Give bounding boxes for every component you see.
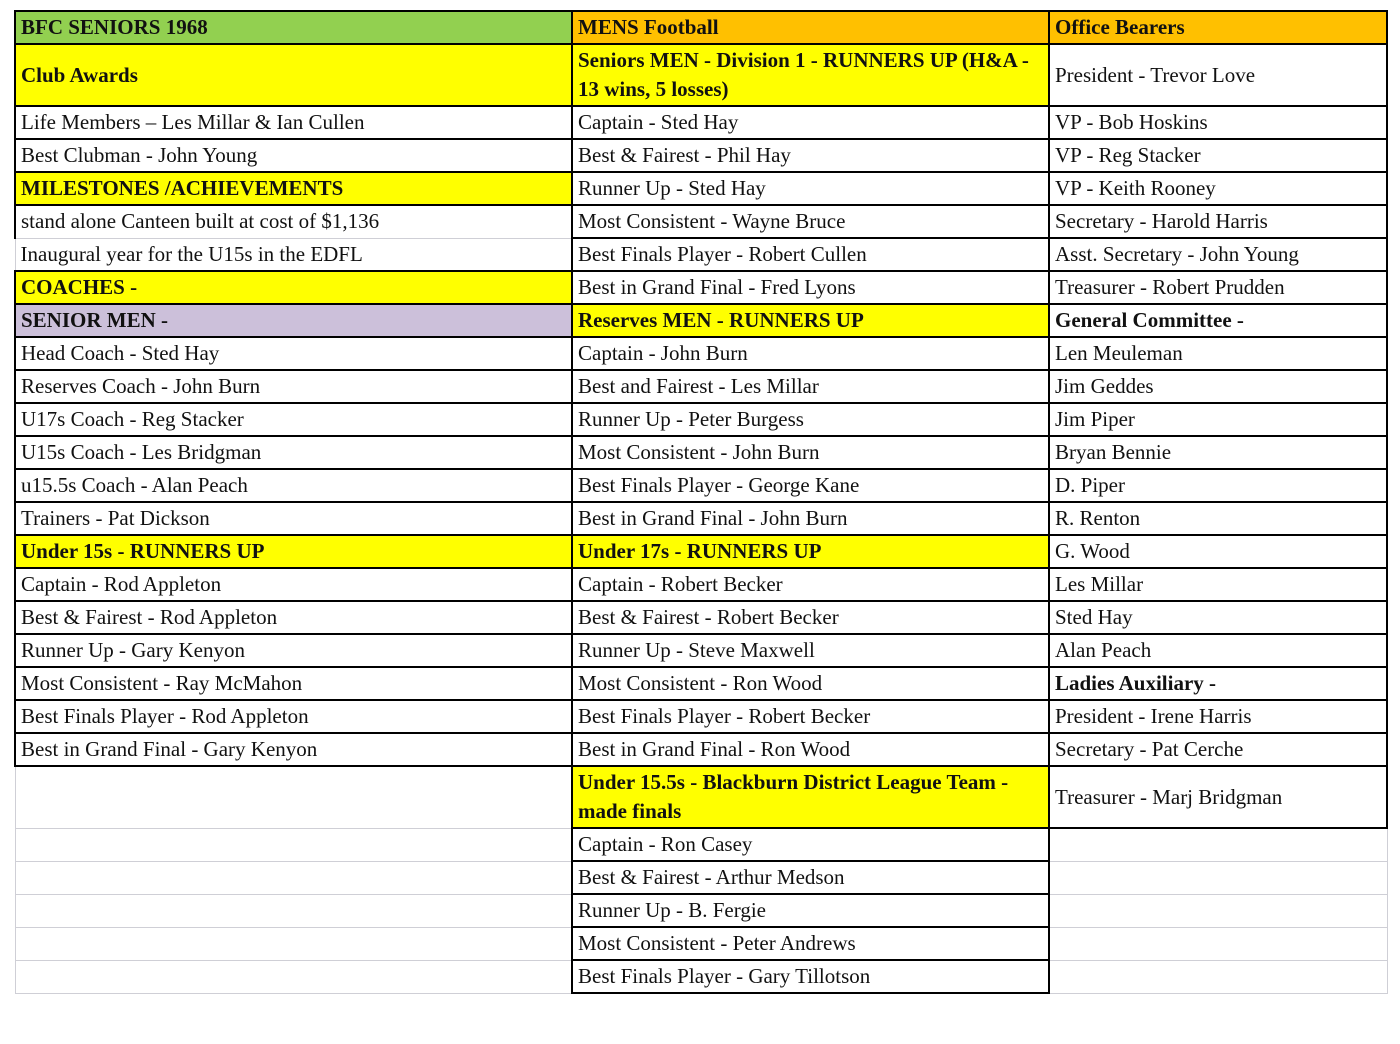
- cell-under-15-5s[interactable]: Under 15.5s - Blackburn District League Team - made finals: [572, 766, 1049, 828]
- cell[interactable]: Runner Up - B. Fergie: [572, 894, 1049, 927]
- cell[interactable]: Best & Fairest - Rod Appleton: [15, 601, 572, 634]
- table-row: [15, 601, 1387, 634]
- cell-general-committee[interactable]: General Committee -: [1049, 304, 1387, 337]
- empty-cell[interactable]: [15, 861, 572, 894]
- table-row: [15, 370, 1387, 403]
- cell[interactable]: Best & Fairest - Robert Becker: [572, 601, 1049, 634]
- table-row: [15, 667, 1387, 700]
- cell-reserves-men[interactable]: Reserves MEN - RUNNERS UP: [572, 304, 1049, 337]
- cell-president[interactable]: President - Trevor Love: [1049, 44, 1387, 106]
- empty-cell[interactable]: [15, 766, 572, 828]
- cell[interactable]: Jim Geddes: [1049, 370, 1387, 403]
- cell[interactable]: Len Meuleman: [1049, 337, 1387, 370]
- header-office-bearers[interactable]: Office Bearers: [1049, 11, 1387, 44]
- cell[interactable]: Best Finals Player - Gary Tillotson: [572, 960, 1049, 993]
- empty-cell[interactable]: [1049, 894, 1387, 927]
- table-row: [15, 634, 1387, 667]
- cell-under-15s[interactable]: Under 15s - RUNNERS UP: [15, 535, 572, 568]
- empty-cell[interactable]: [1049, 861, 1387, 894]
- awards-spreadsheet: [14, 10, 1388, 994]
- table-row: [15, 172, 1387, 205]
- empty-cell[interactable]: [15, 960, 572, 993]
- cell[interactable]: Captain - Rod Appleton: [15, 568, 572, 601]
- cell[interactable]: Best Finals Player - George Kane: [572, 469, 1049, 502]
- table-row: [15, 44, 1387, 106]
- cell[interactable]: VP - Keith Rooney: [1049, 172, 1387, 205]
- cell[interactable]: Sted Hay: [1049, 601, 1387, 634]
- cell[interactable]: Secretary - Harold Harris: [1049, 205, 1387, 238]
- cell[interactable]: Captain - Sted Hay: [572, 106, 1049, 139]
- cell[interactable]: Life Members – Les Millar & Ian Cullen: [15, 106, 572, 139]
- cell[interactable]: Les Millar: [1049, 568, 1387, 601]
- cell[interactable]: Best in Grand Final - John Burn: [572, 502, 1049, 535]
- table-row: [15, 568, 1387, 601]
- cell-seniors-men-division-1[interactable]: Seniors MEN - Division 1 - RUNNERS UP (H&A - 13 wins, 5 losses): [572, 44, 1049, 106]
- header-row: [15, 11, 1387, 44]
- cell[interactable]: U15s Coach - Les Bridgman: [15, 436, 572, 469]
- cell[interactable]: Treasurer - Marj Bridgman: [1049, 766, 1387, 828]
- cell[interactable]: R. Renton: [1049, 502, 1387, 535]
- empty-cell[interactable]: [1049, 960, 1387, 993]
- cell[interactable]: President - Irene Harris: [1049, 700, 1387, 733]
- table-row: [15, 828, 1387, 861]
- cell[interactable]: Best Finals Player - Robert Cullen: [572, 238, 1049, 271]
- cell[interactable]: Best and Fairest - Les Millar: [572, 370, 1049, 403]
- table-row: [15, 337, 1387, 370]
- cell[interactable]: Best & Fairest - Phil Hay: [572, 139, 1049, 172]
- cell[interactable]: Most Consistent - Ray McMahon: [15, 667, 572, 700]
- cell[interactable]: Asst. Secretary - John Young: [1049, 238, 1387, 271]
- cell[interactable]: Head Coach - Sted Hay: [15, 337, 572, 370]
- cell[interactable]: stand alone Canteen built at cost of $1,136: [15, 205, 572, 238]
- header-bfc-seniors-1968[interactable]: BFC SENIORS 1968: [15, 11, 572, 44]
- cell[interactable]: Best in Grand Final - Gary Kenyon: [15, 733, 572, 766]
- cell[interactable]: Runner Up - Peter Burgess: [572, 403, 1049, 436]
- cell[interactable]: Best Finals Player - Rod Appleton: [15, 700, 572, 733]
- cell-coaches[interactable]: COACHES -: [15, 271, 572, 304]
- cell[interactable]: Most Consistent - Wayne Bruce: [572, 205, 1049, 238]
- cell[interactable]: D. Piper: [1049, 469, 1387, 502]
- cell[interactable]: Treasurer - Robert Prudden: [1049, 271, 1387, 304]
- table-row: [15, 700, 1387, 733]
- empty-cell[interactable]: [15, 828, 572, 861]
- cell[interactable]: Runner Up - Gary Kenyon: [15, 634, 572, 667]
- table-row: [15, 535, 1387, 568]
- table-row: [15, 927, 1387, 960]
- table-row: [15, 502, 1387, 535]
- cell[interactable]: Most Consistent - John Burn: [572, 436, 1049, 469]
- cell[interactable]: Runner Up - Steve Maxwell: [572, 634, 1049, 667]
- table-row: [15, 894, 1387, 927]
- table-row: [15, 403, 1387, 436]
- table-row: [15, 469, 1387, 502]
- table-row: [15, 205, 1387, 238]
- empty-cell[interactable]: [1049, 828, 1387, 861]
- table-row: [15, 271, 1387, 304]
- table-row: [15, 861, 1387, 894]
- cell[interactable]: Most Consistent - Ron Wood: [572, 667, 1049, 700]
- cell[interactable]: u15.5s Coach - Alan Peach: [15, 469, 572, 502]
- cell[interactable]: Alan Peach: [1049, 634, 1387, 667]
- table-row: [15, 106, 1387, 139]
- cell-ladies-auxiliary[interactable]: Ladies Auxiliary -: [1049, 667, 1387, 700]
- empty-cell[interactable]: [15, 927, 572, 960]
- cell[interactable]: Bryan Bennie: [1049, 436, 1387, 469]
- cell[interactable]: Best Finals Player - Robert Becker: [572, 700, 1049, 733]
- cell[interactable]: VP - Reg Stacker: [1049, 139, 1387, 172]
- cell[interactable]: U17s Coach - Reg Stacker: [15, 403, 572, 436]
- cell[interactable]: Inaugural year for the U15s in the EDFL: [15, 238, 572, 271]
- cell[interactable]: Best Clubman - John Young: [15, 139, 572, 172]
- table-row: [15, 139, 1387, 172]
- cell-senior-men[interactable]: SENIOR MEN -: [15, 304, 572, 337]
- cell[interactable]: Best in Grand Final - Ron Wood: [572, 733, 1049, 766]
- cell[interactable]: Jim Piper: [1049, 403, 1387, 436]
- table-row: [15, 304, 1387, 337]
- table-row: [15, 436, 1387, 469]
- empty-cell[interactable]: [15, 894, 572, 927]
- cell-milestones-achievements[interactable]: MILESTONES /ACHIEVEMENTS: [15, 172, 572, 205]
- cell[interactable]: Best & Fairest - Arthur Medson: [572, 861, 1049, 894]
- table-row: [15, 766, 1387, 828]
- cell[interactable]: Runner Up - Sted Hay: [572, 172, 1049, 205]
- cell[interactable]: Most Consistent - Peter Andrews: [572, 927, 1049, 960]
- empty-cell[interactable]: [1049, 927, 1387, 960]
- cell[interactable]: Best in Grand Final - Fred Lyons: [572, 271, 1049, 304]
- cell[interactable]: Reserves Coach - John Burn: [15, 370, 572, 403]
- table-row: [15, 733, 1387, 766]
- cell[interactable]: Captain - John Burn: [572, 337, 1049, 370]
- cell[interactable]: Captain - Robert Becker: [572, 568, 1049, 601]
- cell[interactable]: Trainers - Pat Dickson: [15, 502, 572, 535]
- table-row: [15, 238, 1387, 271]
- cell[interactable]: VP - Bob Hoskins: [1049, 106, 1387, 139]
- table-row: [15, 960, 1387, 993]
- cell-club-awards[interactable]: Club Awards: [15, 44, 572, 106]
- cell-under-17s[interactable]: Under 17s - RUNNERS UP: [572, 535, 1049, 568]
- cell[interactable]: G. Wood: [1049, 535, 1387, 568]
- cell[interactable]: Secretary - Pat Cerche: [1049, 733, 1387, 766]
- header-mens-football[interactable]: MENS Football: [572, 11, 1049, 44]
- cell[interactable]: Captain - Ron Casey: [572, 828, 1049, 861]
